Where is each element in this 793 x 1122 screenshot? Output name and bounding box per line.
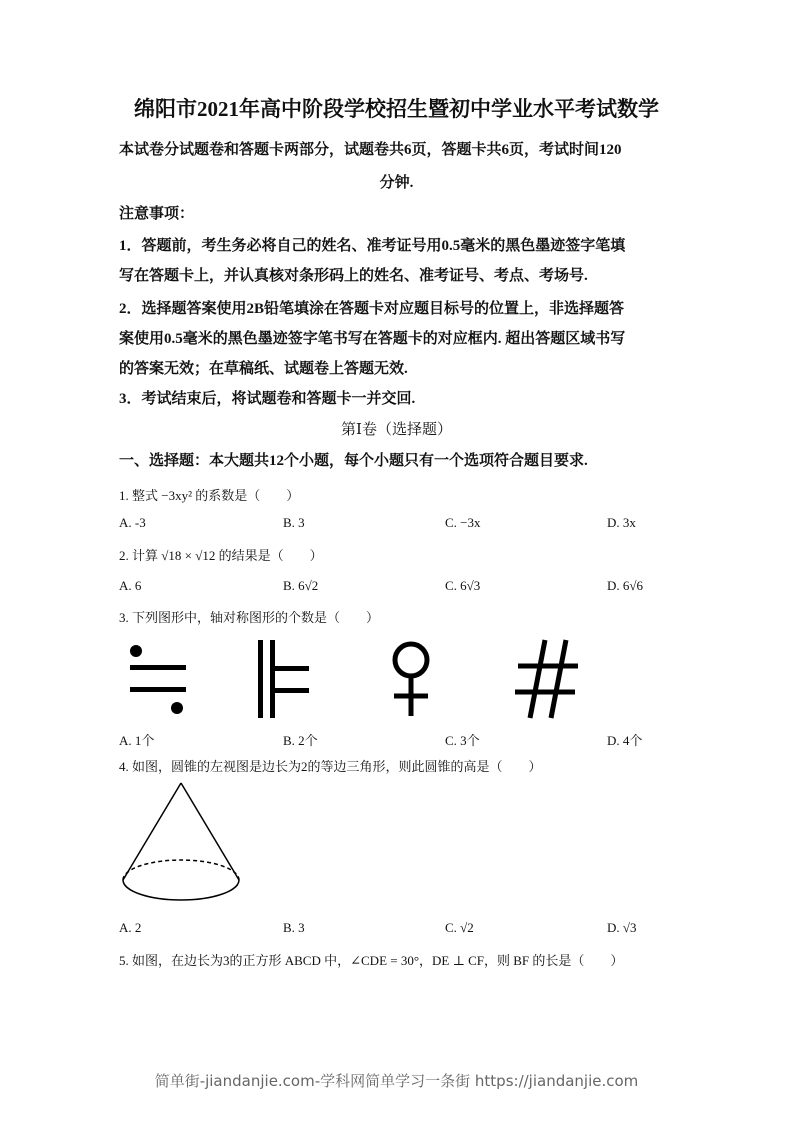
option-b: B. 3 [283, 515, 305, 530]
option-d: D. √3 [607, 920, 637, 935]
notice-line: 的答案无效；在草稿纸、试题卷上答题无效. [119, 361, 408, 377]
option-b: B. 6√2 [283, 578, 319, 593]
notice-line: 案使用0.5毫米的黑色墨迹签字笔书写在答题卡的对应框内. 超出答题区域书写 [119, 331, 626, 347]
figure-bars-symbol [258, 640, 309, 718]
option-c: C. 6√3 [445, 578, 481, 593]
option-a: A. 6 [119, 578, 142, 593]
question-4: 4. 如图，圆锥的左视图是边长为2的等边三角形，则此圆锥的高是（ ） [119, 759, 542, 774]
section-title: 第Ⅰ卷（选择题） [341, 422, 452, 438]
option-c: C. √2 [445, 920, 474, 935]
notice-line: 3．考试结束后，将试题卷和答题卡一并交回. [119, 391, 416, 407]
option-d: D. 6√6 [607, 578, 644, 593]
question-2: 2. 计算 √18 × √12 的结果是（ ） [119, 548, 323, 563]
option-d: D. 4个 [607, 733, 643, 748]
question-1: 1. 整式 −3xy² 的系数是（ ） [119, 488, 300, 503]
question-5: 5. 如图，在边长为3的正方形 ABCD 中，∠CDE = 30°，DE ⊥ CF，则 BF 的长是（ ） [119, 953, 624, 968]
option-a: A. 1个 [119, 733, 155, 748]
question-3: 3. 下列图形中，轴对称图形的个数是（ ） [119, 610, 380, 625]
figure-cone [123, 783, 239, 900]
option-b: B. 2个 [283, 733, 318, 748]
notice-line: 2．选择题答案使用2B铅笔填涂在答题卡对应题目标号的位置上，非选择题答 [119, 301, 625, 317]
notice-line: 1．答题前，考生务必将自己的姓名、准考证号用0.5毫米的黑色墨迹签字笔填 [119, 238, 626, 254]
figure-venus-symbol [394, 644, 428, 716]
intro-line: 分钟. [379, 175, 414, 191]
option-c: C. −3x [445, 515, 481, 530]
option-a: A. 2 [119, 920, 142, 935]
part-heading: 一、选择题：本大题共12个小题，每个小题只有一个选项符合题目要求. [119, 453, 588, 469]
option-a: A. -3 [119, 515, 146, 530]
footer-watermark: 简单街-jiandanjie.com-学科网简单学习一条街 https://jiandanjie.com [154, 1072, 639, 1090]
option-d: D. 3x [607, 515, 636, 530]
notice-line: 写在答题卡上，并认真核对条形码上的姓名、准考证号、考点、考场号. [119, 268, 588, 284]
option-b: B. 3 [283, 920, 305, 935]
figure-hash-symbol [515, 640, 578, 718]
notice-heading: 注意事项： [119, 206, 195, 222]
figure-division-sign [130, 645, 186, 714]
page-title: 绵阳市2021年高中阶段学校招生暨初中学业水平考试数学 [134, 97, 659, 121]
intro-line: 本试卷分试题卷和答题卡两部分，试题卷共6页，答题卡共6页，考试时间120 [119, 142, 622, 158]
option-c: C. 3个 [445, 733, 480, 748]
